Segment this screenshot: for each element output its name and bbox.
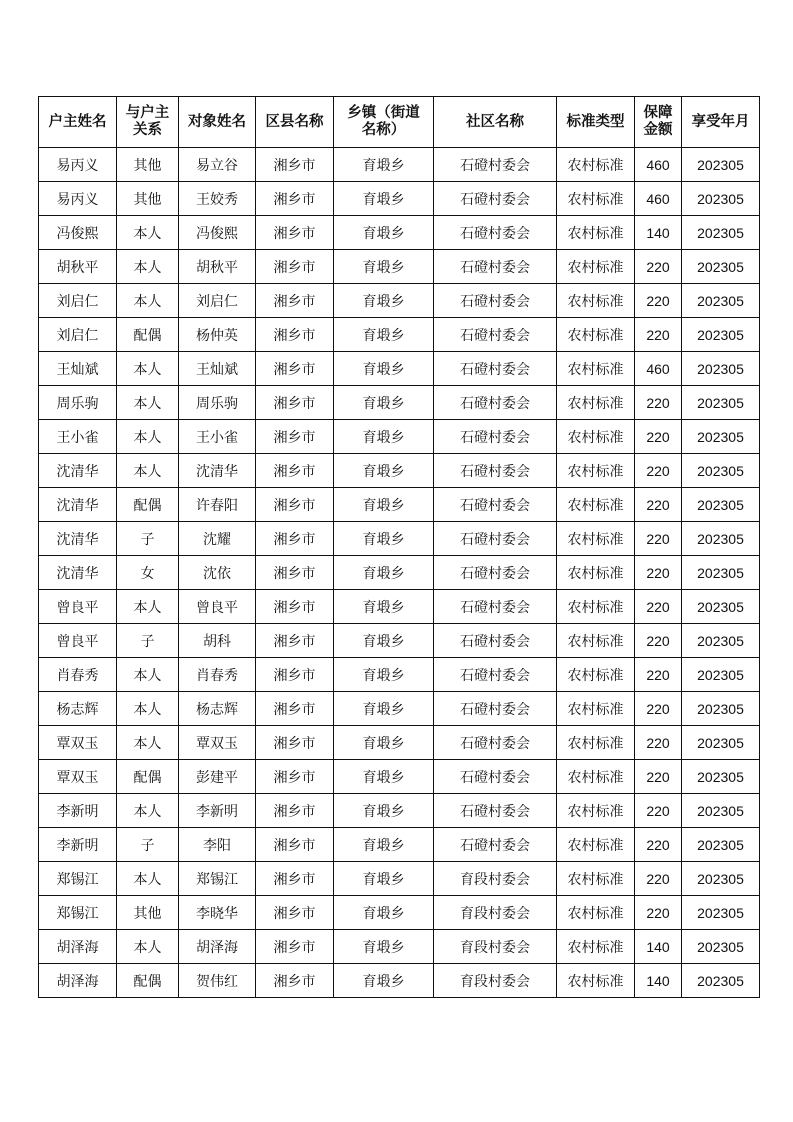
cell-period: 202305 — [682, 522, 760, 556]
cell-householder-name: 覃双玉 — [39, 760, 117, 794]
table-row — [39, 760, 760, 794]
cell-county: 湘乡市 — [256, 386, 334, 420]
table-row — [39, 420, 760, 454]
cell-community: 石磴村委会 — [434, 522, 557, 556]
table-row — [39, 692, 760, 726]
cell-relation: 其他 — [117, 148, 179, 182]
cell-township: 育塅乡 — [334, 590, 434, 624]
cell-recipient-name: 肖春秀 — [179, 658, 256, 692]
table-row — [39, 862, 760, 896]
cell-householder-name: 王小雀 — [39, 420, 117, 454]
cell-householder-name: 胡泽海 — [39, 964, 117, 998]
cell-community: 石磴村委会 — [434, 182, 557, 216]
cell-relation: 配偶 — [117, 760, 179, 794]
cell-community: 石磴村委会 — [434, 284, 557, 318]
cell-amount: 220 — [635, 760, 682, 794]
cell-amount: 220 — [635, 726, 682, 760]
cell-period: 202305 — [682, 624, 760, 658]
cell-standard-type: 农村标准 — [557, 862, 635, 896]
cell-amount: 140 — [635, 964, 682, 998]
table-row — [39, 828, 760, 862]
header-standard-type: 标准类型 — [557, 97, 635, 148]
cell-county: 湘乡市 — [256, 624, 334, 658]
cell-recipient-name: 许春阳 — [179, 488, 256, 522]
cell-community: 石磴村委会 — [434, 454, 557, 488]
cell-standard-type: 农村标准 — [557, 454, 635, 488]
cell-township: 育塅乡 — [334, 216, 434, 250]
cell-county: 湘乡市 — [256, 250, 334, 284]
cell-standard-type: 农村标准 — [557, 352, 635, 386]
table-row — [39, 556, 760, 590]
cell-relation: 子 — [117, 828, 179, 862]
cell-amount: 220 — [635, 658, 682, 692]
cell-standard-type: 农村标准 — [557, 556, 635, 590]
cell-recipient-name: 胡科 — [179, 624, 256, 658]
cell-standard-type: 农村标准 — [557, 216, 635, 250]
cell-period: 202305 — [682, 896, 760, 930]
cell-county: 湘乡市 — [256, 182, 334, 216]
cell-recipient-name: 杨仲英 — [179, 318, 256, 352]
cell-amount: 220 — [635, 454, 682, 488]
cell-period: 202305 — [682, 930, 760, 964]
cell-period: 202305 — [682, 420, 760, 454]
cell-community: 石磴村委会 — [434, 386, 557, 420]
cell-amount: 140 — [635, 930, 682, 964]
cell-householder-name: 王灿斌 — [39, 352, 117, 386]
cell-recipient-name: 胡泽海 — [179, 930, 256, 964]
cell-householder-name: 沈清华 — [39, 556, 117, 590]
cell-relation: 本人 — [117, 862, 179, 896]
cell-period: 202305 — [682, 352, 760, 386]
cell-township: 育塅乡 — [334, 828, 434, 862]
cell-period: 202305 — [682, 182, 760, 216]
cell-county: 湘乡市 — [256, 930, 334, 964]
header-county: 区县名称 — [256, 97, 334, 148]
cell-county: 湘乡市 — [256, 556, 334, 590]
cell-relation: 女 — [117, 556, 179, 590]
cell-period: 202305 — [682, 216, 760, 250]
cell-householder-name: 杨志辉 — [39, 692, 117, 726]
cell-standard-type: 农村标准 — [557, 522, 635, 556]
header-amount: 保障 金额 — [635, 97, 682, 148]
cell-amount: 220 — [635, 488, 682, 522]
cell-period: 202305 — [682, 454, 760, 488]
cell-relation: 本人 — [117, 216, 179, 250]
cell-amount: 220 — [635, 386, 682, 420]
cell-township: 育塅乡 — [334, 862, 434, 896]
cell-county: 湘乡市 — [256, 284, 334, 318]
table-row — [39, 964, 760, 998]
cell-county: 湘乡市 — [256, 964, 334, 998]
cell-relation: 本人 — [117, 250, 179, 284]
cell-period: 202305 — [682, 386, 760, 420]
table-row — [39, 488, 760, 522]
cell-householder-name: 郑锡江 — [39, 862, 117, 896]
table-row — [39, 250, 760, 284]
cell-recipient-name: 胡秋平 — [179, 250, 256, 284]
table-row — [39, 148, 760, 182]
cell-standard-type: 农村标准 — [557, 284, 635, 318]
table-row — [39, 284, 760, 318]
cell-county: 湘乡市 — [256, 794, 334, 828]
cell-relation: 本人 — [117, 420, 179, 454]
cell-relation: 其他 — [117, 896, 179, 930]
cell-amount: 460 — [635, 148, 682, 182]
cell-township: 育塅乡 — [334, 930, 434, 964]
cell-township: 育塅乡 — [334, 896, 434, 930]
cell-relation: 本人 — [117, 284, 179, 318]
cell-county: 湘乡市 — [256, 692, 334, 726]
cell-amount: 220 — [635, 284, 682, 318]
table-row — [39, 182, 760, 216]
cell-recipient-name: 李阳 — [179, 828, 256, 862]
table-row — [39, 216, 760, 250]
header-period: 享受年月 — [682, 97, 760, 148]
cell-community: 石磴村委会 — [434, 624, 557, 658]
cell-recipient-name: 王小雀 — [179, 420, 256, 454]
table-row — [39, 658, 760, 692]
cell-community: 石磴村委会 — [434, 794, 557, 828]
cell-county: 湘乡市 — [256, 726, 334, 760]
cell-relation: 配偶 — [117, 964, 179, 998]
cell-relation: 子 — [117, 624, 179, 658]
cell-period: 202305 — [682, 318, 760, 352]
cell-period: 202305 — [682, 760, 760, 794]
cell-householder-name: 覃双玉 — [39, 726, 117, 760]
cell-period: 202305 — [682, 148, 760, 182]
cell-householder-name: 刘启仁 — [39, 284, 117, 318]
cell-recipient-name: 杨志辉 — [179, 692, 256, 726]
cell-county: 湘乡市 — [256, 454, 334, 488]
table-row — [39, 522, 760, 556]
cell-recipient-name: 周乐驹 — [179, 386, 256, 420]
cell-community: 石磴村委会 — [434, 726, 557, 760]
cell-householder-name: 曾良平 — [39, 624, 117, 658]
cell-standard-type: 农村标准 — [557, 828, 635, 862]
cell-recipient-name: 易立谷 — [179, 148, 256, 182]
cell-county: 湘乡市 — [256, 760, 334, 794]
cell-community: 石磴村委会 — [434, 420, 557, 454]
cell-community: 石磴村委会 — [434, 352, 557, 386]
cell-householder-name: 李新明 — [39, 828, 117, 862]
cell-relation: 本人 — [117, 726, 179, 760]
cell-county: 湘乡市 — [256, 828, 334, 862]
cell-township: 育塅乡 — [334, 692, 434, 726]
table-row — [39, 590, 760, 624]
table-row — [39, 624, 760, 658]
cell-amount: 220 — [635, 692, 682, 726]
cell-amount: 220 — [635, 794, 682, 828]
cell-period: 202305 — [682, 828, 760, 862]
cell-township: 育塅乡 — [334, 250, 434, 284]
cell-township: 育塅乡 — [334, 148, 434, 182]
cell-community: 石磴村委会 — [434, 658, 557, 692]
cell-period: 202305 — [682, 556, 760, 590]
cell-standard-type: 农村标准 — [557, 590, 635, 624]
header-householder-name: 户主姓名 — [39, 97, 117, 148]
cell-amount: 220 — [635, 590, 682, 624]
header-recipient-name: 对象姓名 — [179, 97, 256, 148]
cell-period: 202305 — [682, 284, 760, 318]
assistance-table — [38, 96, 760, 998]
cell-recipient-name: 覃双玉 — [179, 726, 256, 760]
cell-standard-type: 农村标准 — [557, 182, 635, 216]
cell-township: 育塅乡 — [334, 522, 434, 556]
cell-amount: 220 — [635, 250, 682, 284]
cell-householder-name: 沈清华 — [39, 522, 117, 556]
cell-standard-type: 农村标准 — [557, 420, 635, 454]
cell-recipient-name: 王姣秀 — [179, 182, 256, 216]
cell-householder-name: 胡秋平 — [39, 250, 117, 284]
cell-recipient-name: 李新明 — [179, 794, 256, 828]
cell-county: 湘乡市 — [256, 488, 334, 522]
cell-relation: 本人 — [117, 692, 179, 726]
cell-amount: 220 — [635, 318, 682, 352]
cell-community: 石磴村委会 — [434, 828, 557, 862]
table-row — [39, 726, 760, 760]
cell-householder-name: 冯俊熙 — [39, 216, 117, 250]
cell-community: 育段村委会 — [434, 930, 557, 964]
cell-standard-type: 农村标准 — [557, 964, 635, 998]
table-row — [39, 794, 760, 828]
cell-period: 202305 — [682, 590, 760, 624]
cell-householder-name: 周乐驹 — [39, 386, 117, 420]
cell-recipient-name: 沈清华 — [179, 454, 256, 488]
cell-relation: 本人 — [117, 454, 179, 488]
cell-standard-type: 农村标准 — [557, 148, 635, 182]
cell-standard-type: 农村标准 — [557, 658, 635, 692]
cell-period: 202305 — [682, 964, 760, 998]
cell-township: 育塅乡 — [334, 386, 434, 420]
cell-recipient-name: 王灿斌 — [179, 352, 256, 386]
cell-relation: 本人 — [117, 794, 179, 828]
cell-period: 202305 — [682, 862, 760, 896]
table-row — [39, 318, 760, 352]
cell-community: 育段村委会 — [434, 862, 557, 896]
cell-township: 育塅乡 — [334, 794, 434, 828]
cell-township: 育塅乡 — [334, 352, 434, 386]
cell-relation: 本人 — [117, 930, 179, 964]
cell-county: 湘乡市 — [256, 522, 334, 556]
cell-period: 202305 — [682, 692, 760, 726]
cell-township: 育塅乡 — [334, 726, 434, 760]
cell-standard-type: 农村标准 — [557, 488, 635, 522]
cell-amount: 220 — [635, 862, 682, 896]
cell-amount: 220 — [635, 896, 682, 930]
cell-householder-name: 肖春秀 — [39, 658, 117, 692]
cell-period: 202305 — [682, 726, 760, 760]
cell-standard-type: 农村标准 — [557, 794, 635, 828]
cell-relation: 本人 — [117, 658, 179, 692]
cell-period: 202305 — [682, 488, 760, 522]
cell-householder-name: 曾良平 — [39, 590, 117, 624]
cell-community: 石磴村委会 — [434, 148, 557, 182]
cell-community: 石磴村委会 — [434, 318, 557, 352]
cell-householder-name: 李新明 — [39, 794, 117, 828]
cell-township: 育塅乡 — [334, 420, 434, 454]
cell-county: 湘乡市 — [256, 658, 334, 692]
cell-recipient-name: 沈耀 — [179, 522, 256, 556]
cell-standard-type: 农村标准 — [557, 250, 635, 284]
cell-householder-name: 郑锡江 — [39, 896, 117, 930]
cell-community: 石磴村委会 — [434, 760, 557, 794]
table-row — [39, 454, 760, 488]
cell-relation: 子 — [117, 522, 179, 556]
table-row — [39, 930, 760, 964]
cell-recipient-name: 冯俊熙 — [179, 216, 256, 250]
cell-community: 石磴村委会 — [434, 556, 557, 590]
cell-householder-name: 易丙义 — [39, 148, 117, 182]
cell-township: 育塅乡 — [334, 964, 434, 998]
cell-amount: 220 — [635, 556, 682, 590]
cell-period: 202305 — [682, 250, 760, 284]
header-township: 乡镇（街道 名称） — [334, 97, 434, 148]
cell-standard-type: 农村标准 — [557, 692, 635, 726]
cell-county: 湘乡市 — [256, 148, 334, 182]
cell-recipient-name: 彭建平 — [179, 760, 256, 794]
cell-householder-name: 刘启仁 — [39, 318, 117, 352]
cell-standard-type: 农村标准 — [557, 726, 635, 760]
table-row — [39, 386, 760, 420]
cell-recipient-name: 郑锡江 — [179, 862, 256, 896]
table-row — [39, 352, 760, 386]
cell-relation: 本人 — [117, 352, 179, 386]
cell-relation: 配偶 — [117, 318, 179, 352]
cell-township: 育塅乡 — [334, 454, 434, 488]
cell-township: 育塅乡 — [334, 556, 434, 590]
cell-community: 石磴村委会 — [434, 216, 557, 250]
cell-householder-name: 沈清华 — [39, 454, 117, 488]
cell-county: 湘乡市 — [256, 216, 334, 250]
cell-county: 湘乡市 — [256, 896, 334, 930]
cell-township: 育塅乡 — [334, 488, 434, 522]
cell-township: 育塅乡 — [334, 182, 434, 216]
cell-period: 202305 — [682, 794, 760, 828]
cell-recipient-name: 曾良平 — [179, 590, 256, 624]
cell-householder-name: 胡泽海 — [39, 930, 117, 964]
cell-amount: 460 — [635, 352, 682, 386]
cell-amount: 460 — [635, 182, 682, 216]
cell-community: 育段村委会 — [434, 896, 557, 930]
cell-relation: 本人 — [117, 386, 179, 420]
header-community: 社区名称 — [434, 97, 557, 148]
cell-standard-type: 农村标准 — [557, 624, 635, 658]
cell-recipient-name: 贺伟红 — [179, 964, 256, 998]
table-row — [39, 896, 760, 930]
cell-community: 石磴村委会 — [434, 488, 557, 522]
cell-community: 石磴村委会 — [434, 250, 557, 284]
cell-amount: 220 — [635, 522, 682, 556]
cell-township: 育塅乡 — [334, 284, 434, 318]
cell-standard-type: 农村标准 — [557, 318, 635, 352]
cell-period: 202305 — [682, 658, 760, 692]
cell-county: 湘乡市 — [256, 420, 334, 454]
cell-community: 石磴村委会 — [434, 590, 557, 624]
cell-recipient-name: 刘启仁 — [179, 284, 256, 318]
cell-amount: 140 — [635, 216, 682, 250]
cell-community: 石磴村委会 — [434, 692, 557, 726]
cell-standard-type: 农村标准 — [557, 386, 635, 420]
cell-standard-type: 农村标准 — [557, 896, 635, 930]
cell-standard-type: 农村标准 — [557, 930, 635, 964]
cell-amount: 220 — [635, 420, 682, 454]
header-relation: 与户主 关系 — [117, 97, 179, 148]
cell-recipient-name: 沈依 — [179, 556, 256, 590]
cell-householder-name: 易丙义 — [39, 182, 117, 216]
cell-county: 湘乡市 — [256, 318, 334, 352]
cell-county: 湘乡市 — [256, 862, 334, 896]
cell-relation: 本人 — [117, 590, 179, 624]
cell-amount: 220 — [635, 828, 682, 862]
cell-township: 育塅乡 — [334, 318, 434, 352]
cell-relation: 配偶 — [117, 488, 179, 522]
header-row — [39, 97, 760, 148]
cell-amount: 220 — [635, 624, 682, 658]
cell-county: 湘乡市 — [256, 352, 334, 386]
cell-township: 育塅乡 — [334, 624, 434, 658]
cell-county: 湘乡市 — [256, 590, 334, 624]
cell-community: 育段村委会 — [434, 964, 557, 998]
cell-recipient-name: 李晓华 — [179, 896, 256, 930]
cell-township: 育塅乡 — [334, 658, 434, 692]
cell-standard-type: 农村标准 — [557, 760, 635, 794]
cell-householder-name: 沈清华 — [39, 488, 117, 522]
cell-relation: 其他 — [117, 182, 179, 216]
cell-township: 育塅乡 — [334, 760, 434, 794]
